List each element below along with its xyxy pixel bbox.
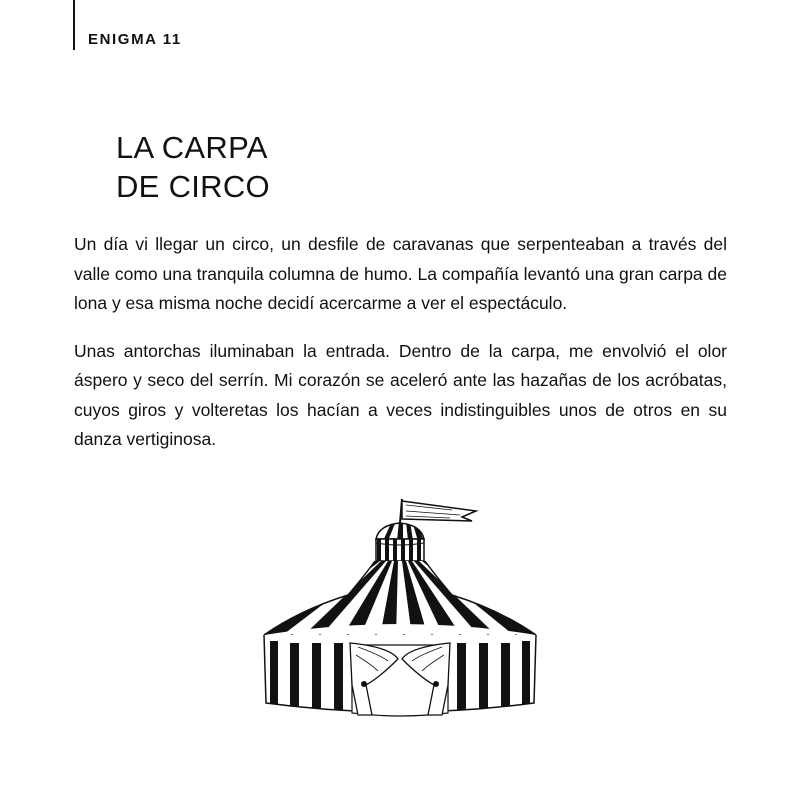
paragraph-1: Un día vi llegar un circo, un desfile de caravanas que serpenteaban a través del valle como una tranquila columna de humo. La compañía levantó una gran carpa de lona y esa misma noche decidí acercarme a ver el espectáculo.	[74, 234, 727, 313]
title-line-1: LA CARPA	[116, 130, 268, 165]
paragraph-2: Unas antorchas iluminaban la entrada. Dentro de la carpa, me envolvió el olor áspero y seco del serrín. Mi corazón se aceleró ante las hazañas de los acróbatas, cuyos giros y volteretas los hacían a veces indistinguibles unos de otros en su danza vertiginosa.	[74, 340, 727, 449]
body-text	[74, 230, 727, 473]
circus-tent-icon	[240, 495, 560, 735]
chapter-label: ENIGMA 11	[88, 31, 182, 48]
margin-rule	[73, 0, 75, 50]
title-line-2: DE CIRCO	[116, 169, 270, 204]
page-title	[116, 128, 270, 206]
